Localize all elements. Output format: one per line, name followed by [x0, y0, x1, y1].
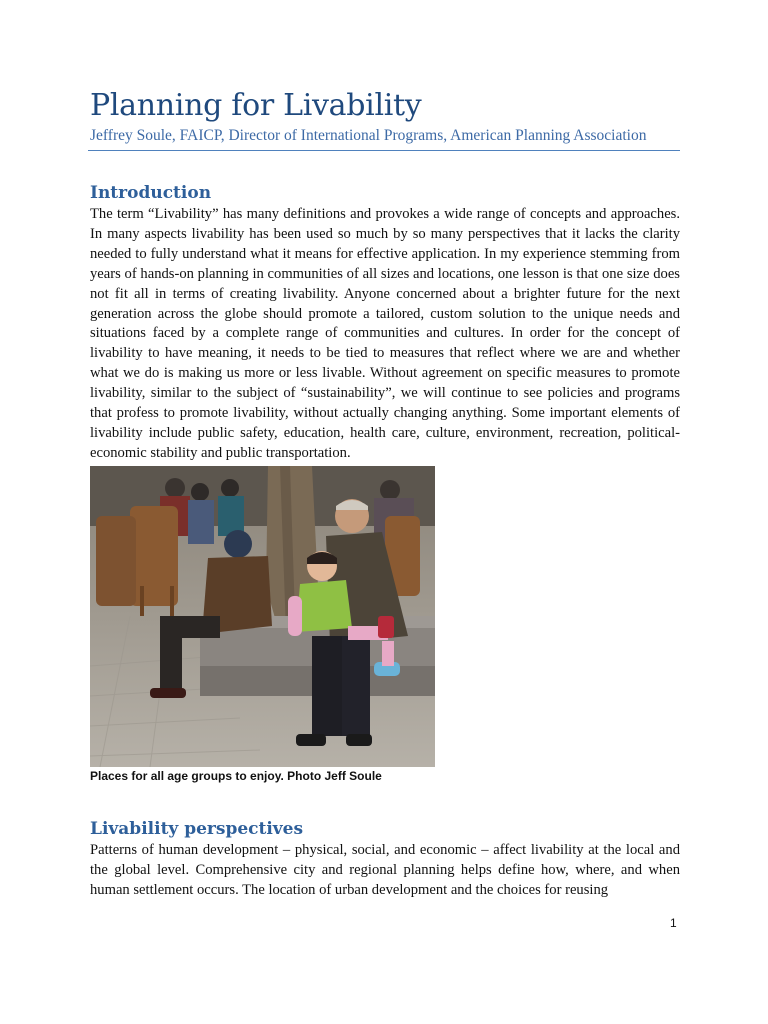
document-title: Planning for Livability: [90, 88, 422, 123]
introduction-heading: Introduction: [90, 183, 212, 203]
perspectives-paragraph: Patterns of human development – physical, social, and economic – affect livability at the local and the global level. Comprehensive city and regional planning helps define how, where, and when human settlement occurs. The location of urban development and the choices for reusing: [90, 842, 680, 898]
title-divider: [88, 150, 680, 151]
introduction-paragraph: The term “Livability” has many definitions and provokes a wide range of concepts and approaches. In many aspects livability has been used so much by so many perspectives that it lacks the clarity needed to fully understand what it means for effective application. In my experience stemming from years of hands-on planning in communities of all sizes and locations, one lesson is that one size does not fit all in terms of creating livability. Anyone concerned about a brighter future for the next generation across the globe should promote a tailored, custom solution to the unique needs and situations faced by a complete range of communities and cultures. In order for the concept of livability to have meaning, it needs to be tied to measures that reflect where we are and whether what we do is making us more or less livable. Without agreement on specific measures to promote livability, similar to the subject of “sustainability”, we will continue to see policies and programs that profess to promote livability, without actually changing anything. Some important elements of livability include public safety, education, health care, culture, environment, recreation, political-economic stability and public transportation.: [90, 206, 680, 461]
author-line: Jeffrey Soule, FAICP, Director of International Programs, American Planning Association: [90, 127, 647, 144]
photo-caption: Places for all age groups to enjoy. Photo Jeff Soule: [90, 769, 382, 783]
livability-perspectives-heading: Livability perspectives: [90, 819, 304, 839]
photo-park-elderly-and-child: [90, 466, 435, 767]
page-number: 1: [670, 916, 677, 930]
